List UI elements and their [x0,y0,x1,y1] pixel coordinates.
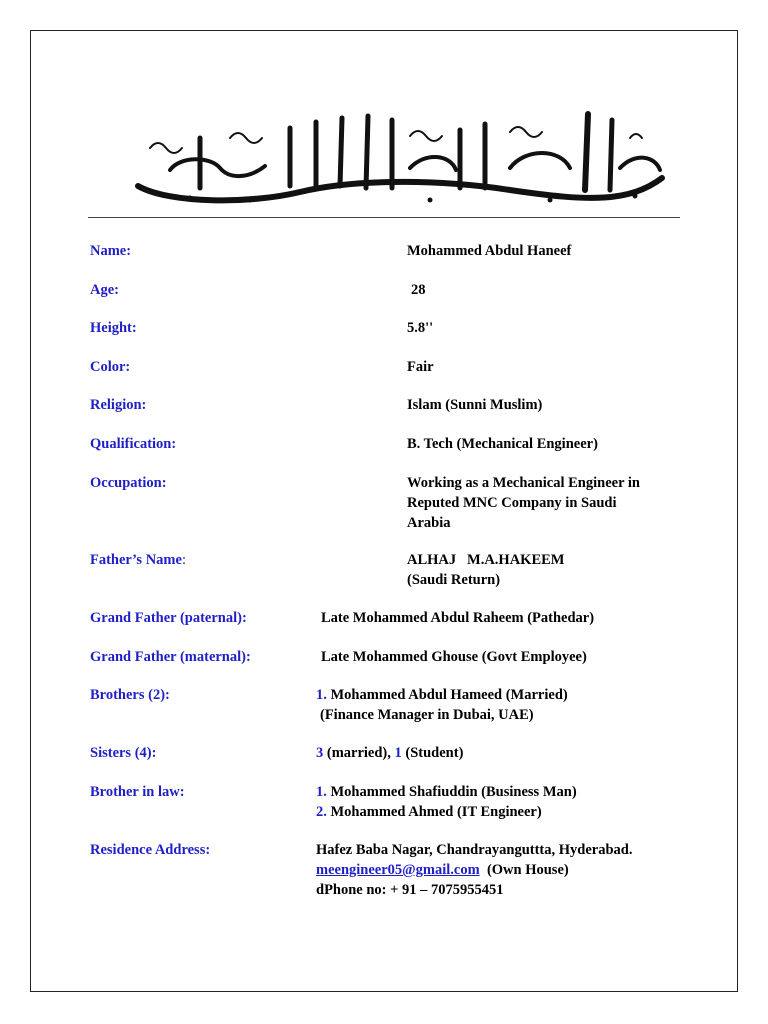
religion-value: Islam (Sunni Muslim) [407,397,543,413]
brother-in-law-line-1 [316,782,577,802]
sisters-married-count: 3 [316,745,324,761]
sisters-student-count: 1 [394,745,402,761]
brother-in-law-number-1: 1. [316,784,327,800]
occupation-label: Occupation: [90,475,167,491]
qualification-value: B. Tech (Mechanical Engineer) [407,436,598,452]
grandfather-paternal-value: Late Mohammed Abdul Raheem (Pathedar) [321,610,595,626]
address-line: Hafez Baba Nagar, Chandrayanguttta, Hyderabad. [316,842,633,858]
father-name-label-text: Father’s Name [90,552,182,568]
phone-number: dPhone no: + 91 – 7075955451 [316,882,504,898]
color-label: Color: [90,359,131,375]
brother-in-law-line-2 [316,802,577,822]
brothers-label: Brothers (2): [90,687,170,703]
brothers-line-2: (Finance Manager in Dubai, UAE) [320,707,534,723]
brother-in-law-line-1-text: Mohammed Shafiuddin (Business Man) [326,784,577,800]
sisters-student-text: (Student) [401,745,464,761]
occupation-line-2: Reputed MNC Company in Saudi [407,495,617,511]
bismillah-calligraphy-icon [130,108,670,206]
father-name-value [407,550,564,590]
brother-in-law-label: Brother in law: [90,784,185,800]
occupation-line-3: Arabia [407,515,451,531]
header-divider [88,217,680,218]
brothers-number-1: 1. [316,687,327,703]
brother-in-law-line-2-text: Mohammed Ahmed (IT Engineer) [326,804,542,820]
brother-in-law-number-2: 2. [316,804,327,820]
residence-address-label: Residence Address: [90,842,211,858]
brothers-line-1-text: Mohammed Abdul Hameed (Married) [326,687,568,703]
age-value: 28 [411,282,426,298]
occupation-line-1: Working as a Mechanical Engineer in [407,475,640,491]
color-value: Fair [407,359,434,375]
height-value: 5.8'' [407,320,434,336]
grandfather-maternal-label: Grand Father (maternal): [90,649,251,665]
brother-in-law-value [316,782,577,822]
brothers-value [316,685,568,725]
sisters-label: Sisters (4): [90,745,157,761]
occupation-value [407,473,640,533]
grandfather-paternal-label: Grand Father (paternal): [90,610,247,626]
residence-address-value [316,840,632,900]
name-label: Name: [90,243,132,259]
sisters-married-text: (married), [323,745,395,761]
grandfather-maternal-value: Late Mohammed Ghouse (Govt Employee) [321,649,587,665]
father-name-label-colon: : [181,552,186,568]
address-email-line [316,860,632,880]
own-house-text: (Own House) [479,862,569,878]
father-name-label [90,550,186,570]
sisters-value [316,743,463,763]
religion-label: Religion: [90,397,147,413]
brothers-line-1 [316,685,568,705]
age-label: Age: [90,282,119,298]
father-name-line-2: (Saudi Return) [407,572,501,588]
height-label: Height: [90,320,137,336]
email-link[interactable]: meengineer05@gmail.com [316,862,480,878]
name-value: Mohammed Abdul Haneef [407,243,572,259]
father-name-line-1: ALHAJ M.A.HAKEEM [407,552,565,568]
qualification-label: Qualification: [90,436,177,452]
